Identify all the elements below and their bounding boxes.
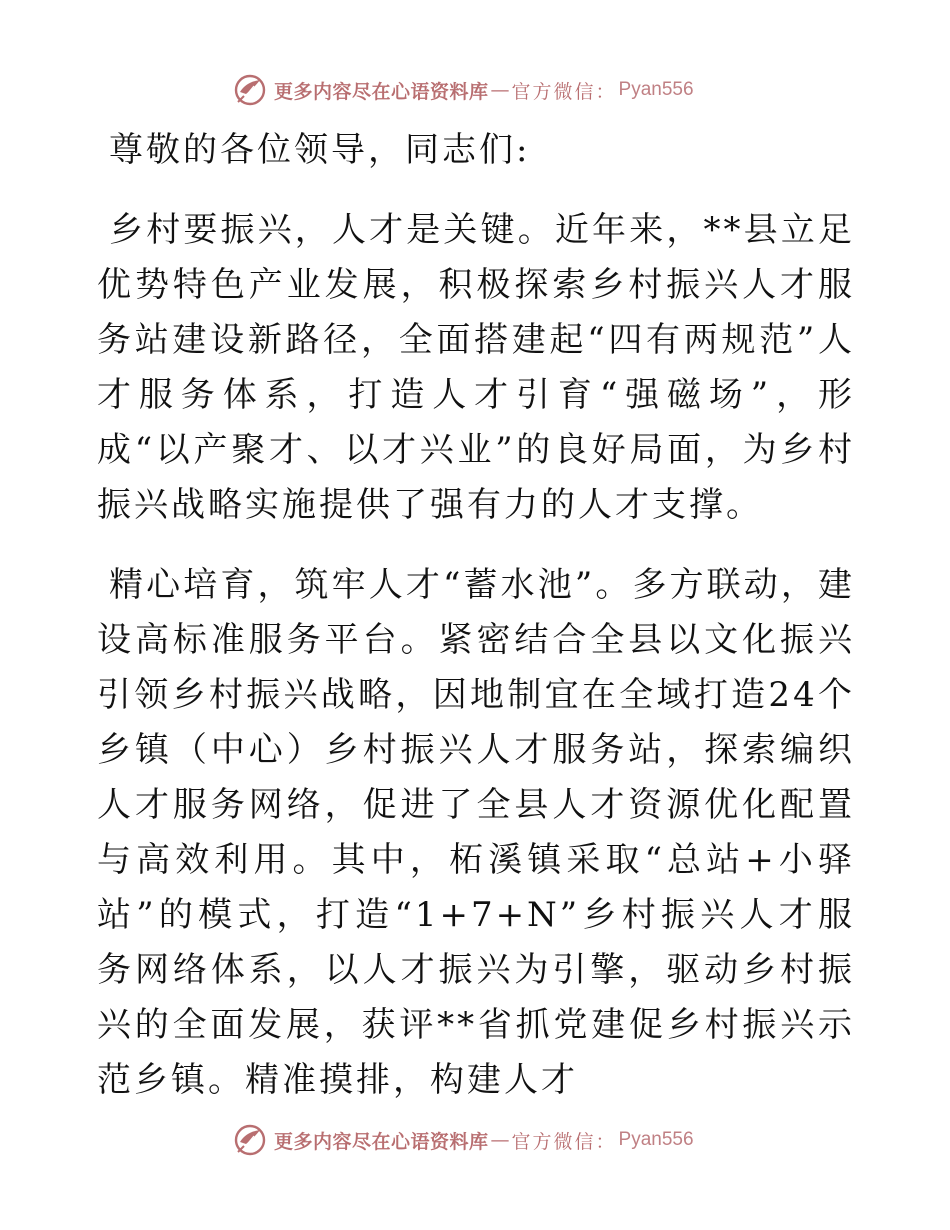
- footer-watermark: [232, 1122, 694, 1158]
- header-watermark: [232, 72, 694, 108]
- watermark-wechat-id: Pyan556: [618, 1129, 694, 1150]
- watermark-dash: —: [490, 79, 510, 101]
- quill-pen-logo-icon: [232, 1122, 268, 1158]
- salutation: 尊敬的各位领导，同志们:: [109, 130, 531, 170]
- watermark-wechat-id: Pyan556: [618, 79, 694, 100]
- watermark-dash: —: [490, 1129, 510, 1151]
- paragraph-cultivation: 精心培育，筑牢人才“蓄水池”。多方联动，建设高标准服务平台。紧密结合全县以文化振兴引领乡村振兴战略，因地制宜在全域打造24个乡镇（中心）乡村振兴人才服务站，探索编织人才服务网络，促进了全县人才资源优化配置与高效利用。其中，柘溪镇采取“总站+小驿站”的模式，打造“1+7+N”乡村振兴人才服务网络体系，以人才振兴为引擎，驱动乡村振兴的全面发展，获评**省抓党建促乡村振兴示范乡镇。精准摸排，构建人才: [97, 565, 855, 1100]
- watermark-main-text: 更多内容尽在心语资料库: [274, 80, 489, 103]
- paragraph-intro: 乡村要振兴，人才是关键。近年来，**县立足优势特色产业发展，积极探索乡村振兴人才服务站建设新路径，全面搭建起“四有两规范”人才服务体系，打造人才引育“强磁场”，形成“以产聚才、以才兴业”的良好局面，为乡村振兴战略实施提供了强有力的人才支撑。: [97, 210, 855, 525]
- document-body: [97, 118, 855, 1133]
- watermark-wechat-label: 官方微信：: [511, 1130, 617, 1153]
- watermark-wechat-label: 官方微信：: [511, 80, 617, 103]
- quill-pen-logo-icon: [232, 72, 268, 108]
- watermark-main-text: 更多内容尽在心语资料库: [274, 1130, 489, 1153]
